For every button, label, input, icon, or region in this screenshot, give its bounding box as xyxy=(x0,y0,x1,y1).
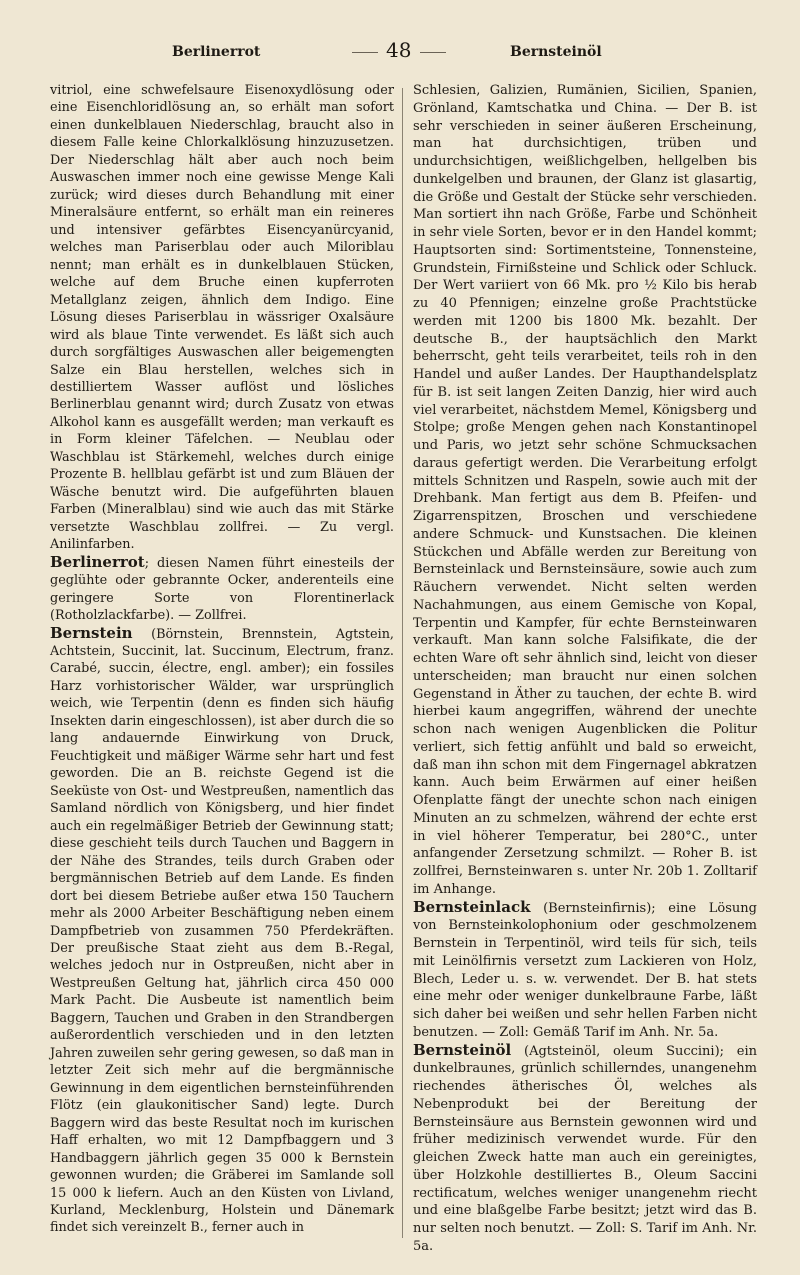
entry-text: (Agtsteinöl, oleum Succini); ein dunkelbraunes, grünlich schillerndes, unangenehm riechendes ätherisches Öl, welches als Nebenprodukt bei der Bereitung der Bernsteinsäure aus Bernstein gewonnen wird und früher medizinisch verwendet wurde. Für den gleichen Zweck hatte man auch ein gereinigtes, über Holzkohle destilliertes B., Oleum Saccini rectificatum, welches weniger unangenehm riecht und eine blaßgelbe Farbe besitzt; jetzt wird das B. nur selten noch benutzt. — Zoll: S. Tarif im Anh. Nr. 5a. xyxy=(413,1043,757,1254)
entry-bernsteinoel xyxy=(413,1042,757,1256)
column-divider xyxy=(402,88,403,1238)
header-rule-left xyxy=(352,52,378,53)
entry-term: Bernstein xyxy=(50,623,133,642)
entry-term: Bernsteinöl xyxy=(413,1040,512,1059)
header-rule-right xyxy=(420,52,446,53)
continued-paragraph: Schlesien, Galizien, Rumänien, Sicilien, Spanien, Grönland, Kamtschatka und China. — Der B. ist sehr verschieden in seiner äußeren Erscheinung, man hat durchsichtigen, trüben und undurchsichtigen, weißlichgelben, hellgelben bis dunkelgelben und braunen, der Glanz ist glasartig, die Größe und Gestalt der Stücke sehr verschieden. Man sortiert ihn nach Größe, Farbe und Schönheit in sehr viele Sorten, bevor er in den Handel kommt; Hauptsorten sind: Sortimentsteine, Tonnensteine, Grundstein, Firnißsteine und Schlick oder Schluck. Der Wert variiert von 66 Mk. pro ½ Kilo bis herab zu 40 Pfennigen; einzelne große Prachtstücke werden mit 1200 bis 1800 Mk. bezahlt. Der deutsche B., der hauptsächlich den Markt beherrscht, geht teils verarbeitet, teils roh in den Handel und außer Landes. Der Haupthandelsplatz für B. ist seit langen Zeiten Danzig, hier wird auch viel verarbeitet, nächstdem Memel, Königsberg und Stolpe; große Mengen gehen nach Konstantinopel und Paris, wo jetzt sehr schöne Schmucksachen daraus gefertigt werden. Die Verarbeitung erfolgt mittels Schnitzen und Raspeln, sowie auch mit der Drehbank. Man fertigt aus dem B. Pfeifen- und Zigarrenspitzen, Broschen und verschiedene andere Schmuck- und Kunstsachen. Die kleinen Stückchen und Abfälle werden zur Bereitung von Bernsteinlack und Bernsteinsäure, sowie auch zum Räuchern verwendet. Nicht selten werden Nachahmungen, aus einem Gemische von Kopal, Terpentin und Kampfer, für echte Bernsteinwaren verkauft. Man kann solche Falsifikate, die der echten Ware oft sehr ähnlich sind, leicht von dieser unterscheiden; man braucht nur einen solchen Gegenstand in Äther zu tauchen, der echte B. wird hierbei kaum angegriffen, während der unechte schon nach wenigen Augenblicken die Politur verliert, sich fettig anfühlt und bald so erweicht, daß man ihn schon mit dem Fingernagel abkratzen kann. Auch beim Erwärmen auf einer heißen Ofenplatte fängt der unechte schon nach einigen Minuten an zu schmelzen, während der echte erst in viel höherer Temperatur, bei 280°C., unter anfangender Zersetzung schmilzt. — Roher B. ist zollfrei, Bernsteinwaren s. unter Nr. 20b 1. Zolltarif im Anhange. xyxy=(413,83,757,897)
right-column xyxy=(413,82,757,1256)
entry-text: (Bernsteinfirnis); eine Lösung von Bernsteinkolophonium oder geschmolzenem Bernstein in Terpentinöl, wird teils für sich, teils mit Leinölfirnis versetzt zum Lackieren von Holz, Blech, Leder u. s. w. verwendet. Der B. hat stets eine mehr oder weniger dunkelbraune Farbe, läßt sich daher bei weißen und sehr hellen Farben nicht benutzen. — Zoll: Gemäß Tarif im Anh. Nr. 5a. xyxy=(413,900,757,1040)
continued-paragraph: vitriol, eine schwefelsaure Eisenoxydlösung oder eine Eisenchloridlösung an, so erhält man sofort einen dunkelblauen Niederschlag, braucht also in diesem Falle keine Chlorkalklösung hinzuzusetzen. Der Niederschlag hält aber auch noch beim Auswaschen immer noch eine gewisse Menge Kali zurück; wird dieses durch Behandlung mit einer Mineralsäure entfernt, so erhält man ein reineres und intensiver gefärbtes Eisencyanürcyanid, welches man Pariserblau oder auch Miloriblau nennt; man erhält es in dunkelblauen Stücken, welche auf dem Bruche einen kupferroten Metallglanz zeigen, ähnlich dem Indigo. Eine Lösung dieses Pariserblau in wässriger Oxalsäure wird als blaue Tinte verwendet. Es läßt sich auch durch sorgfältiges Auswaschen aller beigemengten Salze ein Blau herstellen, welches sich in destilliertem Wasser auflöst und lösliches Berlinerblau genannt wird; durch Zusatz von etwas Alkohol kann es ausgefällt werden; man verkauft es in Form kleiner Täfelchen. — Neublau oder Waschblau ist Stärkemehl, welches durch einige Prozente B. hellblau gefärbt ist und zum Bläuen der Wäsche benutzt wird. Die aufgeführten blauen Farben (Mineralblau) sind wie auch das mit Stärke versetzte Waschblau zollfrei. — Zu vergl. Anilinfarben. xyxy=(50,83,394,553)
entry-bernstein xyxy=(50,625,394,1237)
header-left-keyword: Berlinerrot xyxy=(172,44,261,60)
page-number: 48 xyxy=(386,38,412,62)
entry-berlinerrot xyxy=(50,554,394,625)
entry-text: (Börnstein, Brennstein, Agtstein, Achtstein, Succinit, lat. Succinum, Electrum, franz. Carabé, succin, électre, engl. amber); ein fossiles Harz vorhistorischer Wälder, war ursprünglich weich, wie Terpentin (denn es finden sich häufig Insekten darin eingeschlossen), ist aber durch die so lang andauernde Einwirkung von Druck, Feuchtigkeit und mäßiger Wärme sehr hart und fest geworden. Die an B. reichste Gegend ist die Seeküste von Ost- und Westpreußen, namentlich das Samland nördlich von Königsberg, und hier findet auch ein regelmäßiger Betrieb der Gewinnung statt; diese geschieht teils durch Tauchen und Baggern in der Nähe des Strandes, teils durch Graben oder bergmännischen Betrieb auf dem Lande. Es finden dort bei diesem Betriebe außer etwa 150 Tauchern mehr als 2000 Arbeiter Beschäftigung neben einem Dampfbetrieb von zusammen 750 Pferdekräften. Der preußische Staat zieht aus dem B.-Regal, welches jedoch nur in Ostpreußen, nicht aber in Westpreußen Geltung hat, jährlich circa 450 000 Mark Pacht. Die Ausbeute ist namentlich beim Baggern, Tauchen und Graben in den Strandbergen außerordentlich verschieden und in den letzten Jahren zuweilen sehr gering gewesen, so daß man in letzter Zeit sich mehr auf die bergmännische Gewinnung in dem eigentlichen bernsteinführenden Flötz (ein glaukonitischer Sand) legte. Durch Baggern wird das beste Resultat noch im kurischen Haff erhalten, wo mit 12 Dampfbaggern und 3 Handbaggern jährlich gegen 35 000 k Bernstein gewonnen wurden; die Gräberei im Samlande soll 15 000 k liefern. Auch an den Küsten von Livland, Kurland, Mecklenburg, Holstein und Dänemark findet sich vereinzelt B., ferner auch in xyxy=(50,626,394,1236)
entry-term: Berlinerrot xyxy=(50,552,145,571)
left-column xyxy=(50,82,394,1237)
running-header xyxy=(40,38,762,68)
entry-term: Bernsteinlack xyxy=(413,897,531,916)
header-right-keyword: Bernsteinöl xyxy=(510,44,602,60)
entry-text: ; diesen Namen führt einesteils der geglühte oder gebrannte Ocker, anderenteils eine geringere Sorte von Florentinerlack (Rotholzlackfarbe). — Zollfrei. xyxy=(50,555,394,624)
entry-bernsteinlack xyxy=(413,899,757,1042)
